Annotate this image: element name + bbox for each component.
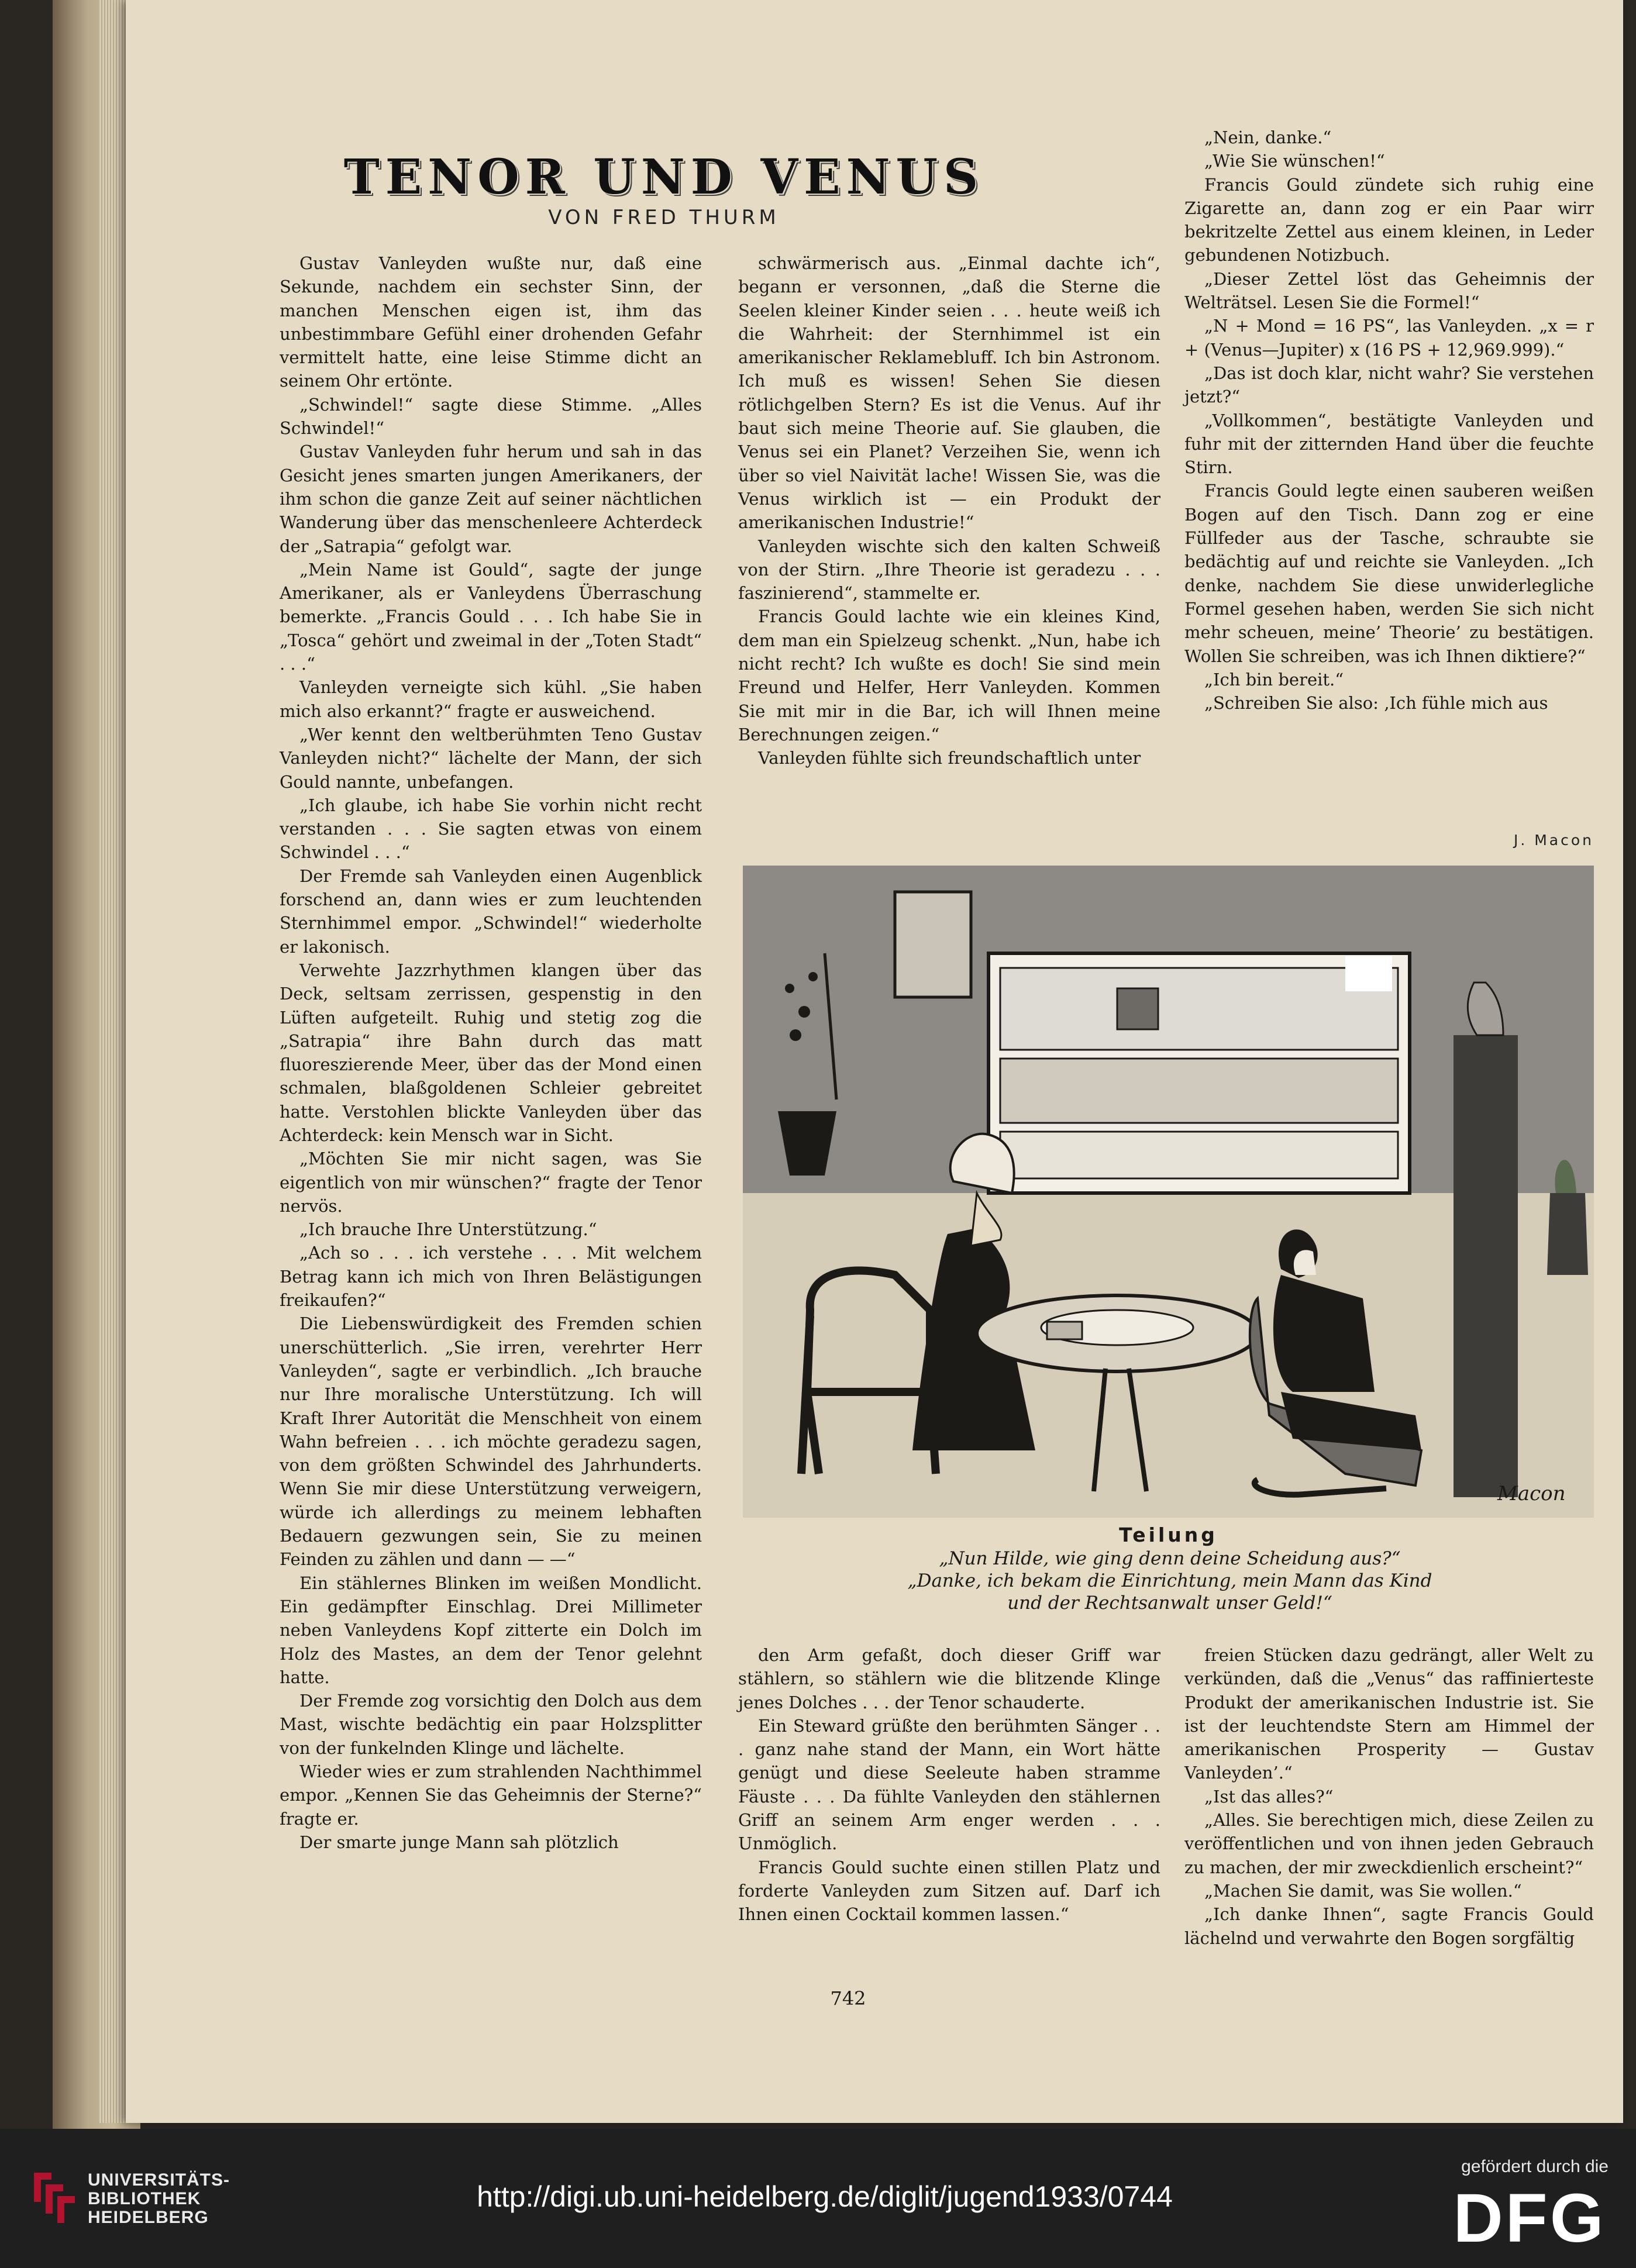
article-title: TENOR UND VENUS <box>343 149 984 205</box>
paragraph: Ein Steward grüßte den berühmten Sänger . . . ganz nahe stand der Mann, ein Wort hätte genügt und diese Seeleute haben stramme Fäuste . . . Da fühlte Vanleyden den stählernen Griff an seinem Arm enger werden . . . Unmöglich. <box>738 1715 1160 1854</box>
column-1 <box>280 251 702 1854</box>
paragraph: „Wer kennt den weltberühmten Teno Gustav Vanleyden nicht?“ lächelte der Mann, der sich Gould nannte, unbefangen. <box>280 724 702 792</box>
paragraph: „Machen Sie damit, was Sie wollen.“ <box>1204 1880 1522 1901</box>
paragraph: schwärmerisch aus. „Einmal dachte ich“, begann er versonnen, „daß die Sterne die Seelen kleiner Kinder seien . . . heute weiß ich die Wahrheit: der Sternhimmel ist ein amerikanischer Reklamebluff. Ich bin Astronom. Ich muß es wissen! Sehen Sie diesen rötlichgelben Stern? Es ist die Venus. Auf ihr baut sich meine Theorie auf. Sie glauben, die Venus sei ein Planet? Verzeihen Sie, wenn ich über so viel Naivität lache! Wissen Sie, was die Venus wirklich ist — ein Produkt der amerikanischen Industrie!“ <box>738 253 1160 533</box>
paragraph: „Alles. Sie berechtigen mich, diese Zeilen zu veröffentlichen und von ihnen jeden Gebrauch zu machen, der mir zweckdienlich erscheint?“ <box>1184 1810 1594 1877</box>
paragraph: Gustav Vanleyden fuhr herum und sah in das Gesicht jenes smarten jungen Amerikaners, der ihm schon die ganze Zeit auf seiner nächtlichen Wanderung über das menschenleere Achterdeck der „Satrapia“ gefolgt war. <box>280 442 702 556</box>
paragraph: „Schwindel!“ sagte diese Stimme. „Alles Schwindel!“ <box>280 394 702 439</box>
page-number: 742 <box>830 1987 866 2010</box>
university-logo-icon <box>28 2167 78 2225</box>
funded-by-text: gefördert durch die <box>1461 2157 1609 2176</box>
paragraph: „Nein, danke.“ <box>1204 127 1332 147</box>
column-2-bottom <box>738 1643 1160 1926</box>
paragraph: Die Liebenswürdigkeit des Fremden schien unerschütterlich. „Sie irren, verehrter Herr Vanleyden“, sagte er verbindlich. „Ich brauche nur Ihre moralische Unterstützung. Ich will Kraft Ihrer Autorität die Menschheit von einem Wahn befreien . . . ich möchte geradezu sagen, von dem größten Schwindel des Jahrhunderts. Wenn Sie mir diese Unterstützung verweigern, würde ich allerdings zu meinem lebhaften Bedauern gezwungen sein, Sie zu meinen Feinden zu zählen und dann — —“ <box>280 1314 702 1570</box>
library-name-line: HEIDELBERG <box>88 2208 209 2227</box>
illustration-credit: J. Macon <box>1513 832 1594 849</box>
dfg-logo-icon <box>1451 2186 1609 2250</box>
paragraph: „Ich glaube, ich habe Sie vorhin nicht recht verstanden . . . Sie sagten etwas von einem Schwindel . . .“ <box>280 795 702 863</box>
svg-text:DFG: DFG <box>1453 2186 1606 2250</box>
paragraph: „Ich brauche Ihre Unterstützung.“ <box>299 1219 597 1240</box>
library-name <box>88 2171 230 2227</box>
paragraph: „Vollkommen“, bestätigte Vanleyden und fuhr mit der zitternden Hand über die feuchte Stirn. <box>1184 410 1594 478</box>
paragraph: Ein stählernes Blinken im weißen Mondlicht. Ein gedämpfter Einschlag. Drei Millimeter neben Vanleydens Kopf zitterte ein Dolch im Holz des Mastes, an dem der Tenor gelehnt hatte. <box>280 1573 702 1687</box>
source-url-link[interactable]: http://digi.ub.uni-heidelberg.de/diglit/jugend1933/0744 <box>477 2180 1173 2213</box>
svg-text:Macon: Macon <box>1497 1482 1566 1505</box>
column-3-top <box>1184 126 1594 715</box>
caption-line: „Nun Hilde, wie ging denn deine Scheidung aus?“ <box>939 1548 1401 1569</box>
paragraph: Francis Gould suchte einen stillen Platz und forderte Vanleyden zum Sitzen auf. Darf ich Ihnen einen Cocktail kommen lassen.“ <box>738 1857 1160 1925</box>
column-3-bottom <box>1184 1643 1594 1950</box>
page-edges <box>99 0 129 2123</box>
paragraph: Vanleyden fühlte sich freundschaftlich unter <box>758 748 1141 768</box>
paragraph: Der Fremde sah Vanleyden einen Augenblick forschend an, dann wies er zum leuchtenden Sternhimmel empor. „Schwindel!“ wiederholte er lakonisch. <box>280 866 702 957</box>
paragraph: „Schreiben Sie also: ‚Ich fühle mich aus <box>1204 693 1548 714</box>
paragraph: Francis Gould lachte wie ein kleines Kind, dem man ein Spielzeug schenkt. „Nun, habe ich nicht recht? Ich wußte es doch! Sie sind mein Freund und Helfer, Herr Vanleyden. Kommen Sie mit mir in die Bar, ich will Ihnen meine Berechnungen zeigen.“ <box>738 606 1160 744</box>
paragraph: „N + Mond = 16 PS“, las Vanleyden. „x = r + (Venus—Jupiter) x (16 PS + 12,969.999).“ <box>1184 316 1594 360</box>
paragraph: „Ist das alles?“ <box>1204 1786 1334 1807</box>
column-2-top <box>738 251 1160 770</box>
paragraph: „Mein Name ist Gould“, sagte der junge Amerikaner, als er Vanleydens Überraschung bemerkte. „Francis Gould . . . Ich habe Sie in „Tosca“ gehört und zweimal in der „Toten Stadt“ . . .“ <box>280 559 702 674</box>
paragraph: freien Stücken dazu gedrängt, aller Welt zu verkünden, daß die „Venus“ das raffinierteste Produkt der amerikanischen Industrie ist. Sie ist der leuchtendste Stern am Himmel der amerikanischen Prosperity — Gustav Vanleyden’.“ <box>1184 1645 1594 1783</box>
paragraph: Gustav Vanleyden wußte nur, daß eine Sekunde, nachdem ein sechster Sinn, der manchen Menschen eigen ist, ihm das unbestimmbare Gefühl einer drohenden Gefahr vermittelt hatte, eine leise Stimme dicht an seinem Ohr ertönte. <box>280 253 702 391</box>
caption-line: und der Rechtsanwalt unser Geld!“ <box>1007 1593 1332 1614</box>
paragraph: „Möchten Sie mir nicht sagen, was Sie eigentlich von mir wünschen?“ fragte der Tenor nervös. <box>280 1149 702 1216</box>
paragraph: Vanleyden verneigte sich kühl. „Sie haben mich also erkannt?“ fragte er ausweichend. <box>280 677 702 721</box>
paragraph: „Wie Sie wünschen!“ <box>1204 151 1385 171</box>
artist-signature <box>1497 1482 1566 1505</box>
paragraph: den Arm gefaßt, doch dieser Griff war stählern, so stählern wie die blitzende Klinge jenes Dolches . . . der Tenor schauderte. <box>738 1645 1160 1712</box>
paragraph: „Ich danke Ihnen“, sagte Francis Gould lächelnd und verwahrte den Bogen sorgfältig <box>1184 1904 1594 1948</box>
caption-line: „Danke, ich bekam die Einrichtung, mein Mann das Kind <box>907 1570 1432 1591</box>
paragraph: „Ich bin bereit.“ <box>1204 669 1344 690</box>
paragraph: Wieder wies er zum strahlenden Nachthimmel empor. „Kennen Sie das Geheimnis der Sterne?“ fragte er. <box>280 1762 702 1829</box>
paragraph: Francis Gould zündete sich ruhig eine Zigarette an, dann zog er ein Paar wirr bekritzelte Zettel aus einem kleinen, in Leder gebundenen Notizbuch. <box>1184 174 1594 266</box>
caption-text <box>807 1547 1532 1614</box>
paragraph: Der Fremde zog vorsichtig den Dolch aus dem Mast, wischte bedächtig ein paar Holzsplitter von der funkelnden Klinge und lächelte. <box>280 1691 702 1758</box>
caption-title: Teilung <box>1119 1524 1218 1546</box>
library-name-line: BIBLIOTHEK <box>88 2189 201 2208</box>
paragraph: „Dieser Zettel löst das Geheimnis der Welträtsel. Lesen Sie die Formel!“ <box>1184 268 1594 313</box>
paragraph: Francis Gould legte einen sauberen weißen Bogen auf den Tisch. Dann zog er eine Füllfeder aus der Tasche, schraubte sie bedächtig auf und reichte sie Vanleyden. „Ich denke, nachdem Sie diese unwiderlegliche Formel gesehen haben, werden Sie sich nicht mehr scheuen, meine’ Theorie’ zu bestätigen. Wollen Sie schreiben, was ich Ihnen diktiere?“ <box>1184 481 1594 666</box>
article-byline: VON FRED THURM <box>548 206 780 229</box>
paragraph: Der smarte junge Mann sah plötzlich <box>299 1832 619 1852</box>
cartoon-illustration <box>743 866 1594 1518</box>
paragraph: Vanleyden wischte sich den kalten Schweiß von der Stirn. „Ihre Theorie ist geradezu . . . faszinierend“, stammelte er. <box>738 536 1160 604</box>
paragraph: Verwehte Jazzrhythmen klangen über das Deck, seltsam zerrissen, gespenstig in den Lüften aufgeteilt. Ruhig und stetig zog die „Satrapia“ ihre Bahn durch das matt fluoreszierende Meer, über das der Mond einen schmalen, blaßgoldenen Schleier gebreitet hatte. Verstohlen blickte Vanleyden über das Achterdeck: kein Mensch war in Sicht. <box>280 960 702 1145</box>
paragraph: „Ach so . . . ich verstehe . . . Mit welchem Betrag kann ich mich von Ihren Belästigungen freikaufen?“ <box>280 1243 702 1311</box>
library-name-line: UNIVERSITÄTS- <box>88 2170 230 2190</box>
paragraph: „Das ist doch klar, nicht wahr? Sie verstehen jetzt?“ <box>1184 363 1594 407</box>
